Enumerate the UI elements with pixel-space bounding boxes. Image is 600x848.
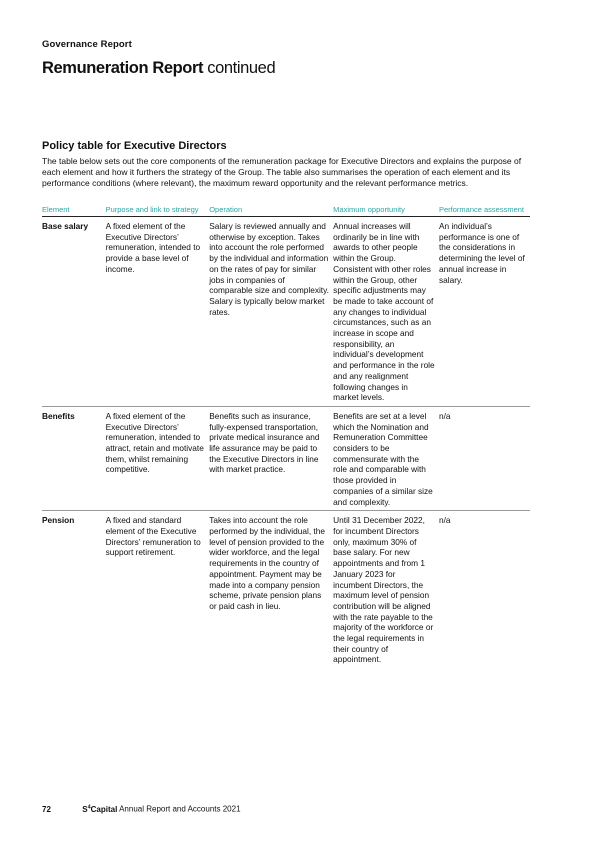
row-element: Base salary	[42, 217, 106, 407]
section-label: Governance Report	[42, 39, 132, 50]
page-title-suffix: continued	[207, 59, 276, 77]
table-row	[42, 406, 530, 510]
row-performance: An individual’s performance is one of the considerations in determining the level of annual increase in salary.	[439, 217, 530, 407]
brand-name: Capital	[90, 804, 118, 814]
row-element: Benefits	[42, 406, 106, 510]
table-row	[42, 511, 530, 668]
table-row	[42, 217, 530, 407]
row-maximum: Benefits are set at a level which the Nomination and Remuneration Committee considers to be commensurate with the role and comparable with those provided in companies of a similar size and complexity.	[333, 406, 439, 510]
document-title: Annual Report and Accounts 2021	[119, 804, 241, 814]
brand-prefix: S	[82, 804, 88, 814]
row-performance: n/a	[439, 406, 530, 510]
row-performance: n/a	[438, 515, 451, 526]
policy-heading: Policy table for Executive Directors	[42, 140, 227, 152]
header-purpose: Purpose and link to strategy	[106, 205, 210, 217]
header-operation: Operation	[209, 205, 333, 217]
brand-sup: 4	[87, 804, 91, 810]
row-element: Pension	[42, 515, 75, 526]
page-title-main: Remuneration Report	[42, 59, 204, 77]
policy-intro: The table below sets out the core components of the remuneration package for Executive Directors and explains the purpose of each element and how it furthers the strategy of the Group. The table also summarises the operation of each element and its performance conditions (where relevant), the maximum reward opportunity and the relevant performance metrics.	[42, 156, 522, 188]
row-operation: Benefits such as insurance, fully-expensed transportation, private medical insurance and life assurance may be paid to the Executive Directors in line with market practice.	[209, 406, 333, 510]
page-number: 72	[42, 804, 51, 814]
page-title	[42, 59, 275, 78]
row-purpose: A fixed element of the Executive Directors’ remuneration, intended to attract, retain and motivate them, whilst remaining competitive.	[106, 406, 210, 510]
brand-logo	[82, 805, 117, 814]
header-element: Element	[42, 205, 106, 217]
page-footer	[42, 804, 241, 814]
policy-table-header	[42, 205, 530, 217]
row-maximum: Until 31 December 2022, for incumbent Directors only, maximum 30% of base salary. For new appointments and from 1 January 2023 for incumbent Directors, the maximum level of pension contribution will be aligned with the rate payable to the majority of the workforce or the legal requirements in their country of appointment.	[333, 515, 434, 665]
policy-table	[42, 205, 530, 668]
row-purpose: A fixed and standard element of the Executive Directors’ remuneration to support retirement.	[105, 515, 201, 558]
row-purpose: A fixed element of the Executive Directors’ remuneration, intended to provide a base level of income.	[106, 217, 210, 407]
row-maximum: Annual increases will ordinarily be in line with awards to other people within the Group. Consistent with other roles within the Group, other specific adjustments may be made to take account of any changes to individual circumstances, such as an increase in scope and responsibility, an individual’s development and performance in the role and any realignment following changes in market levels.	[333, 217, 439, 407]
row-operation: Salary is reviewed annually and otherwise by exception. Takes into account the role performed by the individual and information on the rates of pay for similar jobs in companies of comparable size and complexity. Salary is typically below market rates.	[209, 217, 333, 407]
header-performance: Performance assessment	[439, 205, 530, 217]
row-operation: Takes into account the role performed by the individual, the level of pension provided to the wider workforce, and the legal requirements in the country of appointment. Payment may be made into a company pension scheme, private pension plans or paid cash in lieu.	[209, 515, 325, 611]
header-maximum: Maximum opportunity	[333, 205, 439, 217]
